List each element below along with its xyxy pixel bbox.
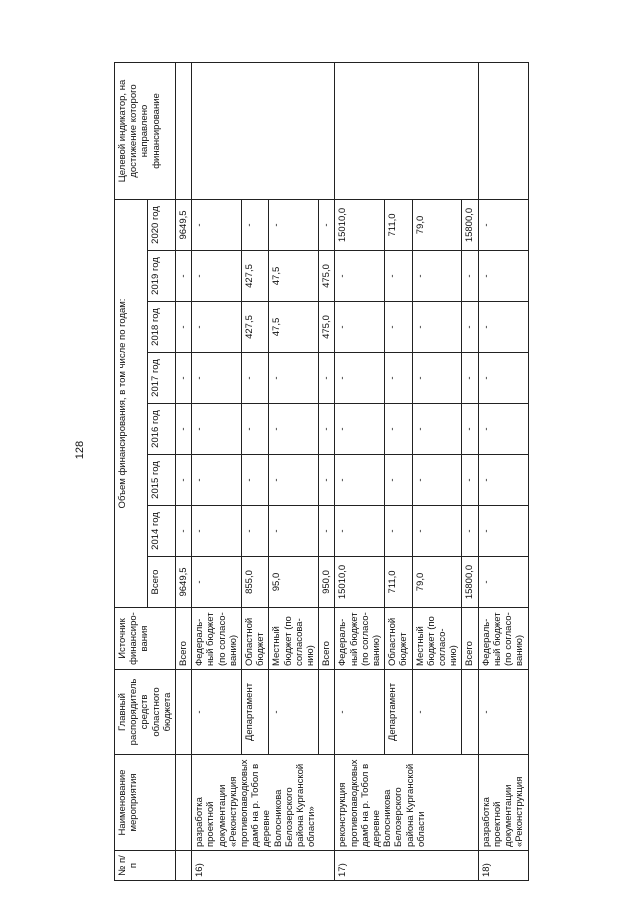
row-year-value: -	[242, 353, 269, 404]
row-total: 95,0	[269, 557, 319, 608]
row-source: Областной бюджет	[242, 608, 269, 670]
item-name: разработка проектной документации «Реконструкция противопаводковых дамб на р. Тобол в деревне Волосникова Белозерского района Курганской области»	[192, 755, 335, 851]
row-year-value: -	[269, 404, 319, 455]
row-year-value: -	[478, 506, 528, 557]
table-header	[115, 62, 176, 880]
item-name: реконструкция противопаводковых дамб на р. Тобол в деревне Волосникова Белозерского района Курганской области	[335, 755, 478, 851]
row-year-value: -	[478, 353, 528, 404]
header-num: № п/п	[115, 851, 176, 881]
row-year-value: -	[462, 506, 478, 557]
row-year-value: -	[385, 251, 412, 302]
row-year-value: -	[242, 199, 269, 250]
row-year-value: -	[335, 455, 385, 506]
row-year-value: -	[319, 404, 335, 455]
row-source: Областной бюджет	[385, 608, 412, 670]
row-year-value: -	[462, 302, 478, 353]
row-year-value: -	[319, 199, 335, 250]
row-total: 15800,0	[462, 557, 478, 608]
row-year-value: -	[412, 404, 462, 455]
row-year-value: -	[412, 302, 462, 353]
row-year-value: -	[412, 353, 462, 404]
row-year-value: -	[412, 251, 462, 302]
row-year-value: -	[192, 404, 242, 455]
row-manager: -	[269, 670, 319, 755]
row-manager	[462, 670, 478, 755]
row-year-value: -	[385, 506, 412, 557]
table-row	[478, 62, 528, 880]
row-manager: Департамент	[242, 670, 269, 755]
row-year-value: -	[192, 302, 242, 353]
row-source: Федераль-ный бюджет (по согласо-ванию)	[478, 608, 528, 670]
row-total: -	[192, 557, 242, 608]
financing-table	[114, 62, 529, 881]
row-year-value: -	[335, 506, 385, 557]
row-total: 79,0	[412, 557, 462, 608]
row-manager: -	[192, 670, 242, 755]
row-year-value: -	[478, 199, 528, 250]
table-row	[335, 62, 385, 880]
row-manager: -	[412, 670, 462, 755]
row-year-value: 47,5	[269, 302, 319, 353]
row-year-value: -	[192, 455, 242, 506]
header-year: 2017 год	[148, 353, 176, 404]
item-indicator	[335, 62, 478, 199]
rotated-table-sheet	[114, 63, 625, 881]
row-year-value: 79,0	[412, 199, 462, 250]
row-total: 9649,5	[176, 557, 192, 608]
row-year-value: -	[478, 302, 528, 353]
row-year-value: -	[242, 404, 269, 455]
items-body	[192, 62, 528, 880]
header-year: 2016 год	[148, 404, 176, 455]
header-volume-group: Объем финансирования, в том числе по годам:	[115, 199, 148, 607]
row-year-value: -	[478, 251, 528, 302]
item-number: 18)	[478, 851, 528, 881]
row-year-value: -	[462, 353, 478, 404]
header-year: 2018 год	[148, 302, 176, 353]
row-total: -	[478, 557, 528, 608]
row-year-value: -	[478, 455, 528, 506]
row-year-value: -	[269, 506, 319, 557]
item-indicator	[478, 62, 528, 199]
row-year-value: -	[462, 404, 478, 455]
row-year-value: -	[319, 353, 335, 404]
row-year-value: -	[176, 455, 192, 506]
row-year-value: -	[192, 199, 242, 250]
row-year-value: -	[385, 353, 412, 404]
row-total: 855,0	[242, 557, 269, 608]
row-year-value: -	[192, 506, 242, 557]
row-year-value: -	[192, 251, 242, 302]
table-row	[192, 62, 242, 880]
row-year-value: -	[176, 302, 192, 353]
row-source: Всего	[462, 608, 478, 670]
item-name: разработка проектной документации «Реконструкция	[478, 755, 528, 851]
row-source: Федераль-ный бюджет (по согласо-ванию)	[192, 608, 242, 670]
item-number: 17)	[335, 851, 478, 881]
row-source: Местный бюджет (по согласо-нию)	[412, 608, 462, 670]
row-year-value: -	[176, 251, 192, 302]
row-year-value: 427,5	[242, 302, 269, 353]
table-row	[176, 62, 192, 880]
row-year-value: -	[385, 455, 412, 506]
header-name: Наименование мероприятия	[115, 755, 176, 851]
row-year-value: -	[176, 353, 192, 404]
row-year-value: -	[385, 404, 412, 455]
row-year-value: -	[412, 455, 462, 506]
row-year-value: -	[335, 353, 385, 404]
header-year: 2014 год	[148, 506, 176, 557]
row-total: 15010,0	[335, 557, 385, 608]
row-manager	[319, 670, 335, 755]
header-indicator: Целевой индикатор, на достижение которого направлено финансирование	[115, 62, 176, 199]
header-total: Всего	[148, 557, 176, 608]
row-source: Всего	[319, 608, 335, 670]
row-source: Местный бюджет (по согласова-нию)	[269, 608, 319, 670]
row-year-value: -	[269, 199, 319, 250]
row-source: Федераль-ный бюджет (по согласо-ванию)	[335, 608, 385, 670]
header-year: 2019 год	[148, 251, 176, 302]
row-total: 711,0	[385, 557, 412, 608]
header-year: 2015 год	[148, 455, 176, 506]
row-year-value: -	[462, 455, 478, 506]
row-manager: Департамент	[385, 670, 412, 755]
row-year-value: -	[192, 353, 242, 404]
row-year-value: -	[319, 455, 335, 506]
row-year-value: 47,5	[269, 251, 319, 302]
row-year-value: -	[385, 302, 412, 353]
row-year-value: -	[176, 506, 192, 557]
row-year-value: -	[335, 404, 385, 455]
row-total: 950,0	[319, 557, 335, 608]
header-manager: Главный распорядитель средств областного бюджета	[115, 670, 176, 755]
header-year: 2020 год	[148, 199, 176, 250]
row-source: Всего	[176, 608, 192, 670]
row-year-value: -	[269, 455, 319, 506]
row-year-value: 15010,0	[335, 199, 385, 250]
row-year-value: 427,5	[242, 251, 269, 302]
row-year-value: -	[319, 506, 335, 557]
row-manager: -	[335, 670, 385, 755]
row-year-value: -	[242, 506, 269, 557]
item-number: 16)	[192, 851, 335, 881]
row-year-value: -	[462, 251, 478, 302]
row-year-value: 9649,5	[176, 199, 192, 250]
row-manager: -	[478, 670, 528, 755]
row-year-value: -	[478, 404, 528, 455]
row-year-value: -	[176, 404, 192, 455]
row-year-value: -	[242, 455, 269, 506]
header-source: Источник финансиро-вания	[115, 608, 176, 670]
page-number: 128	[74, 440, 86, 460]
row-year-value: 711,0	[385, 199, 412, 250]
row-year-value: -	[335, 251, 385, 302]
row-year-value: -	[412, 506, 462, 557]
row-year-value: -	[269, 353, 319, 404]
row-year-value: 475,0	[319, 251, 335, 302]
row-year-value: 15800,0	[462, 199, 478, 250]
item-indicator	[192, 62, 335, 199]
row-year-value: -	[335, 302, 385, 353]
row-year-value: 475,0	[319, 302, 335, 353]
